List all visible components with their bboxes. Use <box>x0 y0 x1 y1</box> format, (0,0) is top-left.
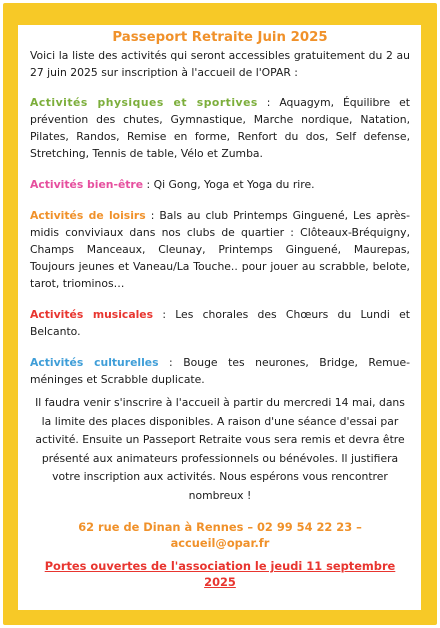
closing-paragraph: Il faudra venir s'inscrire à l'accueil à partir du mercredi 14 mai, dans la limite des places disponibles. A raison d'une séance d'essai par activité. Ensuite un Passeport Retraite vous sera remis et devra être présenté aux animateurs professionnels ou bénévoles. Il justifiera votre inscription aux activités. Nous espérons vous rencontrer nombreux ! <box>35 396 405 502</box>
intro-paragraph: Voici la liste des activités qui seront accessibles gratuitement du 2 au 27 juin 2025 sur inscription à l'accueil de l'OPAR : <box>30 49 410 79</box>
section-separator: : <box>143 178 154 191</box>
section-separator: : <box>158 356 184 369</box>
section-text-loisirs: Bals au club Printemps Ginguené, Les après-midis conviviaux dans nos clubs de quartier : Clôteaux-Bréquigny, Champs Manceaux, Cleunay, Printemps Ginguené, Maurepas, Toujours jeunes et Vaneau/La Touche.. pour jouer au scrabble, belote, tarot, triominos… <box>30 209 410 290</box>
contact-line: 62 rue de Dinan à Rennes – 02 99 54 22 23 – accueil@opar.fr <box>78 520 362 550</box>
section-activites-musicales <box>30 306 410 340</box>
section-label-culturelles: Activités culturelles <box>30 356 159 369</box>
section-label-musicales: Activités musicales <box>30 308 154 321</box>
page-title: Passeport Retraite Juin 2025 <box>112 30 328 45</box>
yellow-frame <box>3 3 437 625</box>
section-activites-culturelles <box>30 354 410 388</box>
section-separator: : <box>145 209 160 222</box>
section-text-culturelles: Bouge tes neurones, Bridge, Remue-méninges et Scrabble duplicate. <box>30 356 410 386</box>
section-text-musicales: Les chorales des Chœurs du Lundi et Belcanto. <box>30 308 410 338</box>
section-label-bien-etre: Activités bien-être <box>30 178 144 191</box>
section-activites-physiques <box>30 94 410 162</box>
section-label-physiques: Activités physiques et sportives <box>30 96 258 109</box>
section-separator: : <box>153 308 176 321</box>
flyer-card <box>18 25 421 610</box>
section-activites-loisirs <box>30 207 410 292</box>
section-activites-bien-etre <box>30 176 410 193</box>
section-text-physiques: Aquagym, Équilibre et prévention des chutes, Gymnastique, Marche nordique, Natation, Pilates, Randos, Remise en forme, Renfort du dos, Self defense, Stretching, Tennis de table, Vélo et Zumba. <box>30 96 410 160</box>
section-text-bien-etre: Qi Gong, Yoga et Yoga du rire. <box>153 178 315 191</box>
section-separator: : <box>257 96 280 109</box>
section-label-loisirs: Activités de loisirs <box>30 209 146 222</box>
open-house-announcement: Portes ouvertes de l'association le jeudi 11 septembre 2025 <box>44 559 396 589</box>
